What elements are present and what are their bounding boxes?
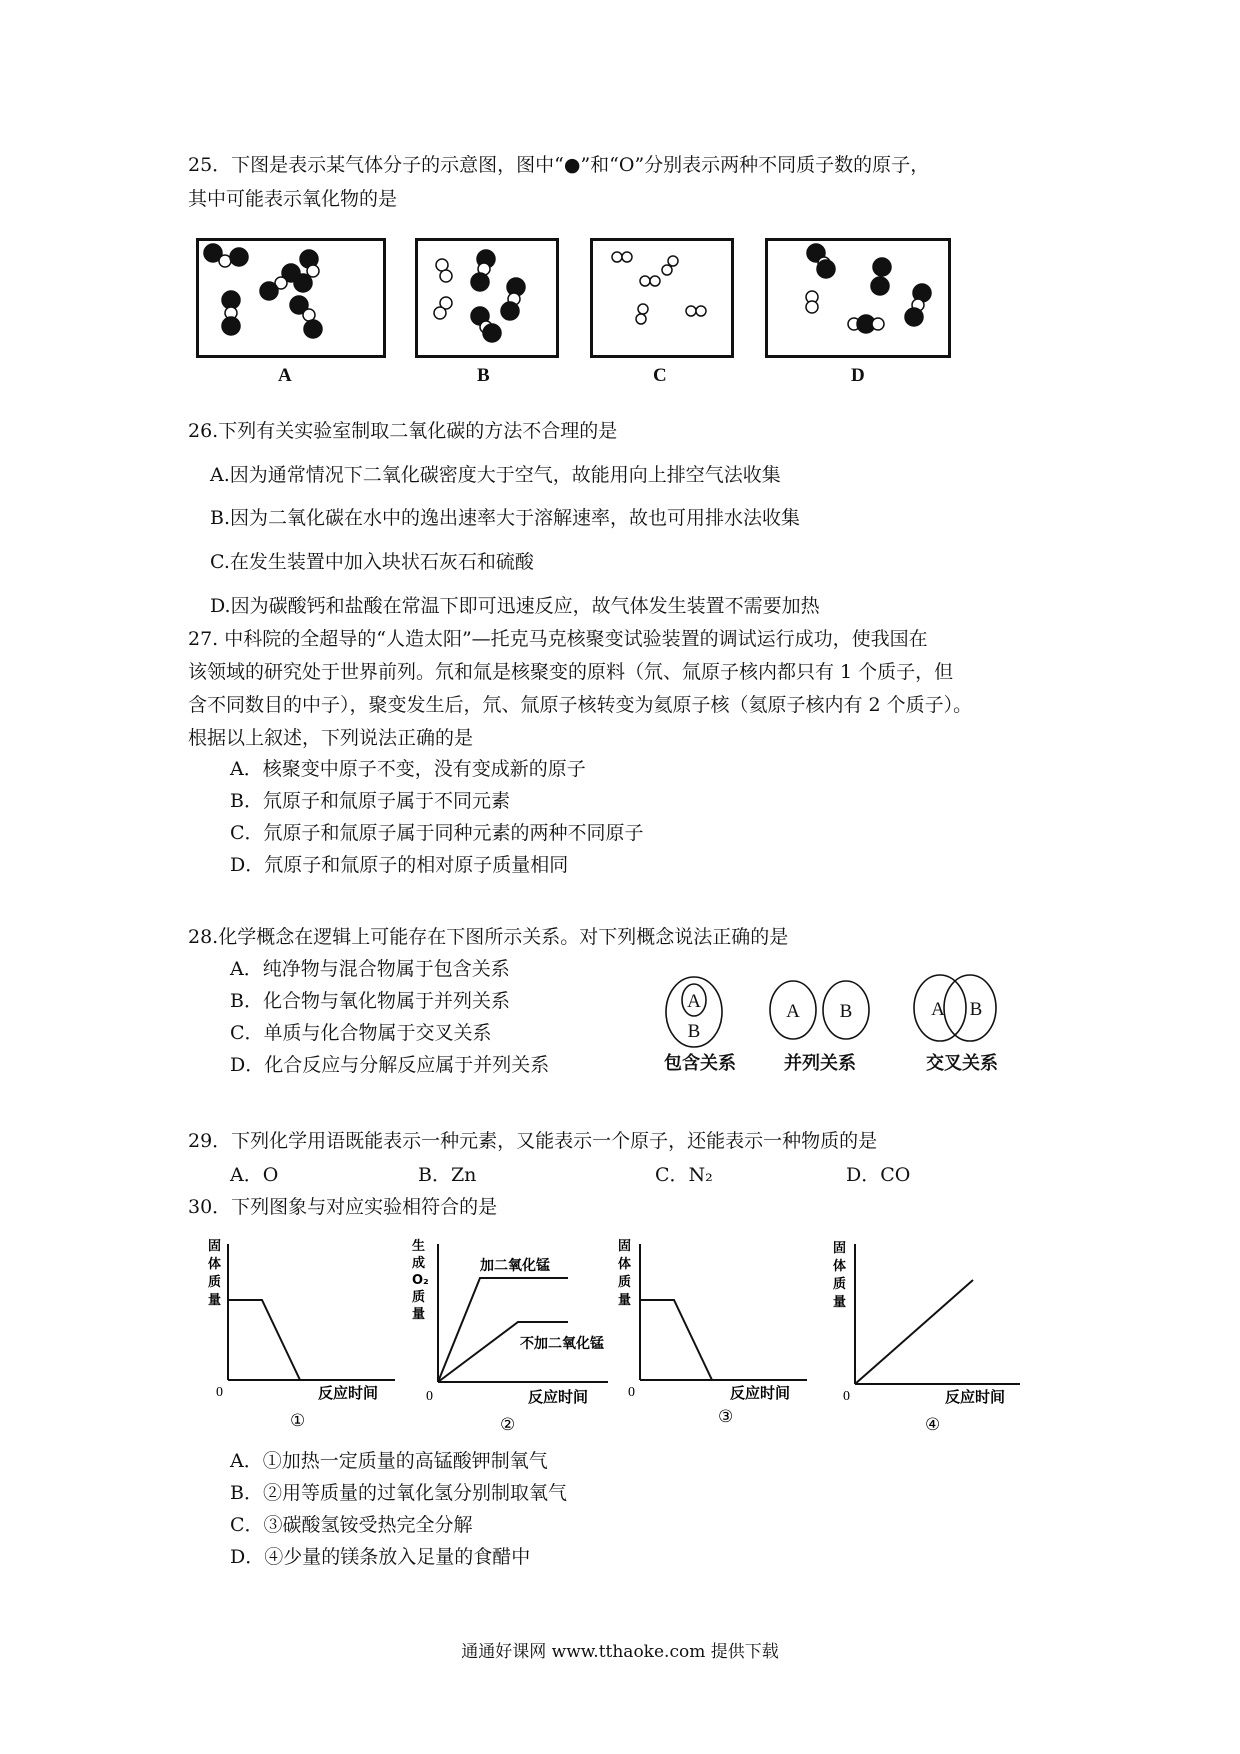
q27-stem-line3: 含不同数目的中子），聚变发生后，氘、氚原子核转变为氦原子核（氦原子核内有 2 个质子）。 [188,694,973,716]
contain-label-b: B [687,1021,701,1042]
q27-option-b: B．氘原子和氚原子属于不同元素 [230,790,510,812]
molecule-box-b [415,238,559,358]
graph-3-xlabel: 反应时间 [730,1384,791,1402]
graph-4-ylabel-3: 质 [833,1277,847,1292]
graph-4-number: ④ [925,1415,941,1435]
molecule-diagram-d [768,241,948,355]
parallel-label-b: B [839,1001,853,1022]
q26-option-d: D.因为碳酸钙和盐酸在常温下即可迅速反应，故气体发生装置不需要加热 [210,595,820,617]
q26-option-c: C.在发生装置中加入块状石灰石和硫酸 [210,551,534,573]
q28-option-d: D．化合反应与分解反应属于并列关系 [230,1054,550,1076]
q29-stem: 29．下列化学用语既能表示一种元素，又能表示一个原子，还能表示一种物质的是 [188,1130,878,1152]
q30-option-b: B．②用等质量的过氧化氢分别制取氧气 [230,1482,567,1504]
label-contain-relation: 包含关系 [664,1053,736,1074]
graph-3-number: ③ [718,1407,734,1427]
q25-stem-line2: 其中可能表示氧化物的是 [188,188,398,210]
molecule-diagram-c [593,241,731,355]
q27-stem-line2: 该领域的研究处于世界前列。氘和氚是核聚变的原料（氘、氚原子核内都只有 1 个质子，但 [188,661,954,683]
q27-stem-line4: 根据以上叙述，下列说法正确的是 [188,727,474,749]
molecule-diagram-b [418,241,556,355]
graph-2-curve-label-1: 加二氧化锰 [480,1258,550,1274]
graph-2-ylabel-3: O₂ [412,1273,429,1288]
contain-label-a: A [687,991,701,1012]
q30-option-a: A．①加热一定质量的高锰酸钾制氧气 [230,1450,548,1472]
graph-1-ylabel-2: 体 [208,1257,222,1272]
graph-4 [825,1240,1025,1435]
cross-label-b: B [969,999,983,1020]
graph-2-curve-label-2: 不加二氧化锰 [520,1336,604,1352]
q29-option-c: C．N₂ [655,1164,713,1186]
graph-4-ylabel-4: 量 [833,1295,847,1310]
graph-2-ylabel-2: 成 [412,1256,426,1271]
label-parallel-relation: 并列关系 [784,1053,856,1074]
molecule-diagram-a [199,241,383,355]
graph-3-ylabel-2: 体 [618,1257,632,1272]
q27-option-d: D．氘原子和氚原子的相对原子质量相同 [230,854,569,876]
q26-option-b: B.因为二氧化碳在水中的逸出速率大于溶解速率，故也可用排水法收集 [210,507,801,529]
q25-stem-line1: 25．下图是表示某气体分子的示意图，图中“●”和“O”分别表示两种不同质子数的原子， [188,154,930,176]
q29-option-d: D．CO [846,1164,911,1186]
graph-1-ylabel-3: 质 [208,1275,222,1290]
graph-2-origin: 0 [426,1389,433,1404]
q30-option-c: C．③碳酸氢铵受热完全分解 [230,1514,473,1536]
q28-option-b: B．化合物与氧化物属于并列关系 [230,990,510,1012]
graph-2-curve-without-mno2 [438,1322,568,1382]
molecule-box-a [196,238,386,358]
set-relation-diagrams [660,970,1080,1074]
molecule-label-c: C [653,365,667,386]
q30-stem: 30．下列图象与对应实验相符合的是 [188,1196,498,1218]
q28-stem: 28.化学概念在逻辑上可能存在下图所示关系。对下列概念说法正确的是 [188,926,789,948]
graph-4-ylabel-2: 体 [833,1259,847,1274]
graph-4-xlabel: 反应时间 [945,1388,1006,1406]
graph-3-ylabel-3: 质 [618,1275,632,1290]
q30-option-d: D．④少量的镁条放入足量的食醋中 [230,1546,531,1568]
molecule-label-a: A [278,365,292,386]
molecule-box-c [590,238,734,358]
q29-option-a: A．O [230,1164,279,1186]
label-cross-relation: 交叉关系 [926,1053,998,1074]
graph-2-number: ② [500,1415,516,1435]
graph-4-origin: 0 [843,1389,850,1404]
molecule-label-d: D [851,365,865,386]
graph-2-ylabel-4: 质 [412,1290,426,1305]
q29-option-b: B．Zn [418,1164,477,1186]
q26-stem: 26.下列有关实验室制取二氧化碳的方法不合理的是 [188,420,618,442]
graph-3-ylabel-4: 量 [618,1293,632,1308]
parallel-label-a: A [786,1001,800,1022]
graph-2-xlabel: 反应时间 [528,1388,589,1406]
cross-label-a: A [931,999,945,1020]
graph-1-ylabel-4: 量 [208,1293,222,1308]
graph-4-ylabel-1: 固 [833,1241,847,1256]
graph-2 [408,1239,618,1435]
graph-4-curve [855,1280,973,1384]
graph-3-origin: 0 [628,1385,635,1400]
graph-1-ylabel-1: 固 [208,1239,222,1254]
graph-1-number: ① [290,1411,306,1431]
graph-3 [612,1239,812,1427]
graph-3-curve [640,1300,712,1380]
graph-1 [200,1239,400,1431]
graph-1-origin: 0 [216,1385,223,1400]
molecule-label-b: B [477,365,490,386]
q27-option-a: A．核聚变中原子不变，没有变成新的原子 [230,758,586,780]
graph-1-curve [228,1300,300,1380]
page-footer: 通通好课网 www.tthaoke.com 提供下载 [461,1642,779,1662]
q28-option-c: C．单质与化合物属于交叉关系 [230,1022,492,1044]
q28-option-a: A．纯净物与混合物属于包含关系 [230,958,510,980]
q27-option-c: C．氘原子和氚原子属于同种元素的两种不同原子 [230,822,644,844]
q26-option-a: A.因为通常情况下二氧化碳密度大于空气，故能用向上排空气法收集 [210,464,781,486]
graph-1-xlabel: 反应时间 [318,1384,379,1402]
molecule-box-d [765,238,951,358]
graph-2-ylabel-1: 生 [412,1239,426,1254]
q27-stem-line1: 27. 中科院的全超导的“人造太阳”—托克马克核聚变试验装置的调试运行成功，使我国在 [188,628,928,650]
graph-3-ylabel-1: 固 [618,1239,632,1254]
graph-2-ylabel-5: 量 [412,1307,426,1322]
